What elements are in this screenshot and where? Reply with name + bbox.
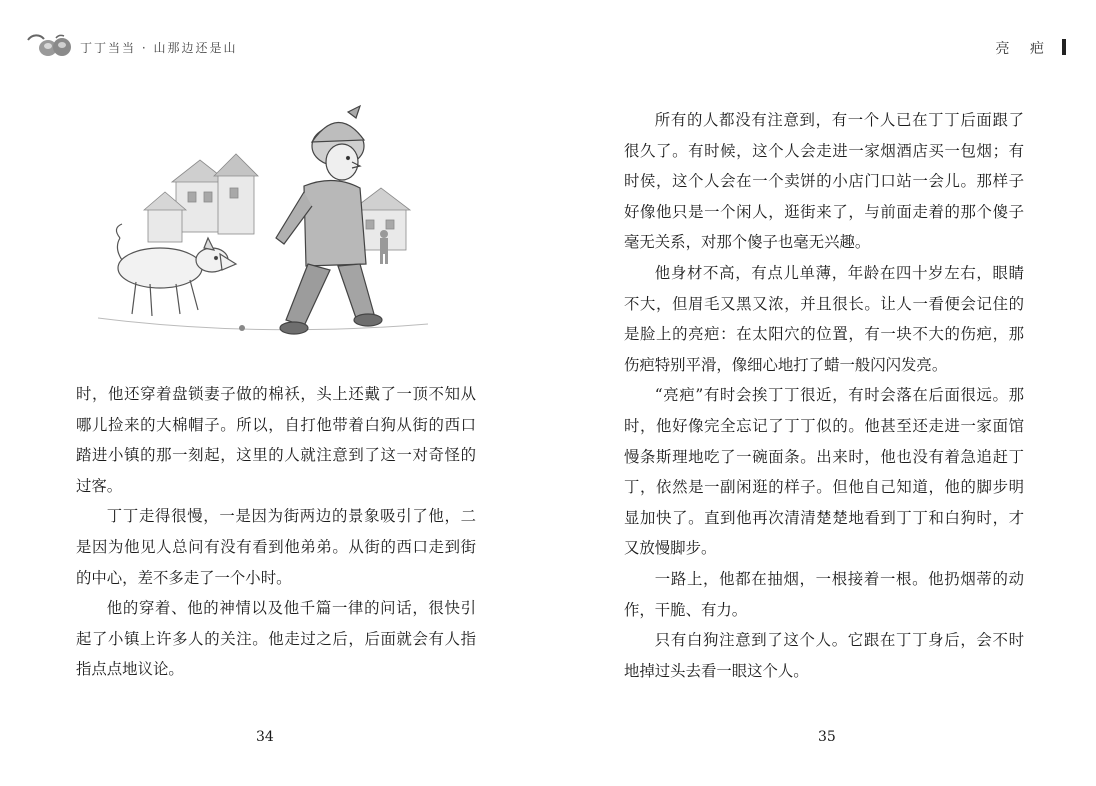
paragraph: 他身材不高，有点儿单薄，年龄在四十岁左右，眼睛不大，但眉毛又黑又浓，并且很长。让人一看便会记住的是脸上的亮疤：在太阳穴的位置，有一块不大的伤疤，那伤疤特别平滑，像细心地打了蜡一般闪闪发亮。 [624, 263, 1024, 374]
right-page-text [624, 105, 1024, 686]
left-page-text [76, 379, 476, 685]
series-title: 丁丁当当 · 山那边还是山 [80, 41, 238, 55]
distant-figure [380, 230, 388, 264]
stone [239, 325, 245, 331]
chapter-title: 亮 疤 [995, 41, 1052, 57]
paragraph: 一路上，他都在抽烟，一根接着一根。他扔烟蒂的动作，干脆、有力。 [624, 569, 1024, 619]
gourd-logo-icon [26, 30, 76, 60]
paragraph: “亮疤”有时会挨丁丁很近，有时会落在后面很远。那时，他好像完全忘记了丁丁似的。他甚至还走进一家面馆慢条斯理地吃了一碗面条。出来时，他也没有着急追赶丁丁，依然是一副闲逛的样子。但他自己知道，他的脚步明显加快了。直到他再次清清楚楚地看到丁丁和白狗时，才又放慢脚步。 [624, 386, 1024, 558]
paragraph: 丁丁走得很慢，一是因为街两边的景象吸引了他，二是因为他见人总问有没有看到他弟弟。从街的西口走到街的中心，差不多走了一个小时。 [76, 507, 476, 587]
paragraph: 所有的人都没有注意到，有一个人已在丁丁后面跟了很久了。有时候，这个人会走进一家烟酒店买一包烟；有时侯，这个人会在一个卖饼的小店门口站一会儿。那样子好像他只是一个闲人，逛街来了，与前面走着的那个傻子毫无关系，对那个傻子也毫无兴趣。 [624, 111, 1024, 252]
paragraph: 只有白狗注意到了这个人。它跟在丁丁身后，会不时地掉过头去看一眼这个人。 [624, 631, 1024, 680]
left-page-number: 34 [256, 729, 274, 745]
paragraph: 他的穿着、他的神情以及他千篇一律的问话，很快引起了小镇上许多人的关注。他走过之后，后面就会有人指指点点地议论。 [76, 599, 476, 679]
chapter-marker-bar [1062, 39, 1066, 55]
paragraph: 时，他还穿着盘锁妻子做的棉袄，头上还戴了一顶不知从哪儿捡来的大棉帽子。所以，自打他带着白狗从街的西口踏进小镇的那一刻起，这里的人就注意到了这一对奇怪的过客。 [76, 385, 476, 495]
right-page-number: 35 [818, 729, 836, 745]
boy-and-dog-illustration [98, 88, 428, 350]
